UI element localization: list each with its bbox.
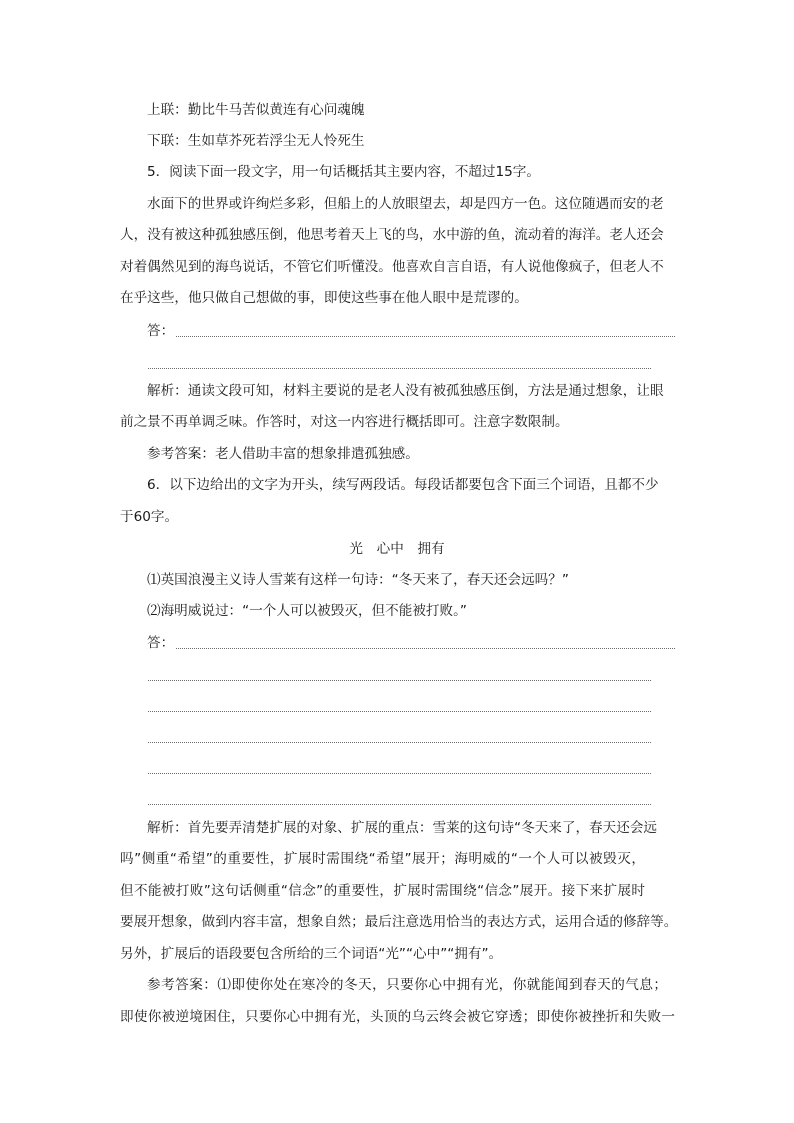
q6-analysis-line: 解析：首先要弄清楚扩展的对象、扩展的重点：雪莱的这句诗“冬天来了，春天还会远 bbox=[147, 820, 658, 836]
q6-question-line: 于60字。 bbox=[120, 509, 179, 525]
q6-keywords: 光 心中 拥有 bbox=[349, 541, 445, 557]
q6-reference-line: 即使你被逆境困住，只要你心中拥有光，头顶的乌云终会被它穿透；即使你被挫折和失败一 bbox=[120, 1009, 675, 1025]
q6-item: ⑵海明威说过：“一个人可以被毁灭，但不能被打败。” bbox=[147, 603, 467, 619]
answer-line[interactable] bbox=[148, 711, 651, 712]
q5-passage-line: 水面下的世界或许绚烂多彩，但船上的人放眼望去，却是四方一色。这位随遇而安的老 bbox=[147, 196, 664, 212]
q5-analysis-line: 前之景不再单调乏味。作答时，对这一内容进行概括即可。注意字数限制。 bbox=[120, 414, 569, 430]
q6-item: ⑴英国浪漫主义诗人雪莱有这样一句诗：“冬天来了，春天还会远吗？” bbox=[147, 572, 569, 588]
answer-line[interactable] bbox=[176, 336, 675, 337]
q5-passage-line: 人，没有被这种孤独感压倒，他思考着天上飞的鸟，水中游的鱼，流动着的海洋。老人还会 bbox=[120, 227, 664, 243]
q5-answer-label: 答： bbox=[147, 323, 175, 339]
q6-analysis-line: 要展开想象，做到内容丰富，想象自然；最后注意选用恰当的表达方式，运用合适的修辞等。 bbox=[120, 914, 678, 930]
q5-question: 5．阅读下面一段文字，用一句话概括其主要内容，不超过15字。 bbox=[147, 164, 540, 180]
answer-line[interactable] bbox=[148, 680, 651, 681]
q6-answer-label: 答： bbox=[147, 635, 175, 651]
q5-passage-line: 在乎这些，他只做自己想做的事，即使这些事在他人眼中是荒谬的。 bbox=[120, 290, 528, 306]
answer-line[interactable] bbox=[148, 804, 651, 805]
q6-analysis-line: 吗”侧重“希望”的重要性，扩展时需围绕“希望”展开；海明威的“一个人可以被毁灭， bbox=[120, 851, 645, 867]
answer-line[interactable] bbox=[148, 773, 651, 774]
q5-reference: 参考答案：老人借助丰富的想象排遣孤独感。 bbox=[147, 446, 419, 462]
couplet-lower: 下联：生如草芥死若浮尘无人怜死生 bbox=[147, 133, 365, 149]
answer-line[interactable] bbox=[176, 648, 675, 649]
q6-reference-line: 参考答案：⑴即使你处在寒冷的冬天，只要你心中拥有光，你就能闻到春天的气息； bbox=[147, 977, 667, 993]
couplet-upper: 上联：勤比牛马苦似黄连有心问魂魄 bbox=[147, 102, 365, 118]
q5-analysis-line: 解析：通读文段可知，材料主要说的是老人没有被孤独感压倒，方法是通过想象，让眼 bbox=[147, 383, 664, 399]
answer-line[interactable] bbox=[148, 368, 651, 369]
q6-analysis-line: 但不能被打败”这句话侧重“信念”的重要性，扩展时需围绕“信念”展开。接下来扩展时 bbox=[120, 883, 645, 899]
q5-passage-line: 对着偶然见到的海鸟说话，不管它们听懂没。他喜欢自言自语，有人说他像疯子，但老人不 bbox=[120, 259, 664, 275]
answer-line[interactable] bbox=[148, 742, 651, 743]
q6-question-line: 6．以下边给出的文字为开头，续写两段话。每段话都要包含下面三个词语，且都不少 bbox=[147, 477, 659, 493]
q6-analysis-line: 另外，扩展后的语段要包含所给的三个词语“光”“心中”“拥有”。 bbox=[120, 946, 503, 962]
